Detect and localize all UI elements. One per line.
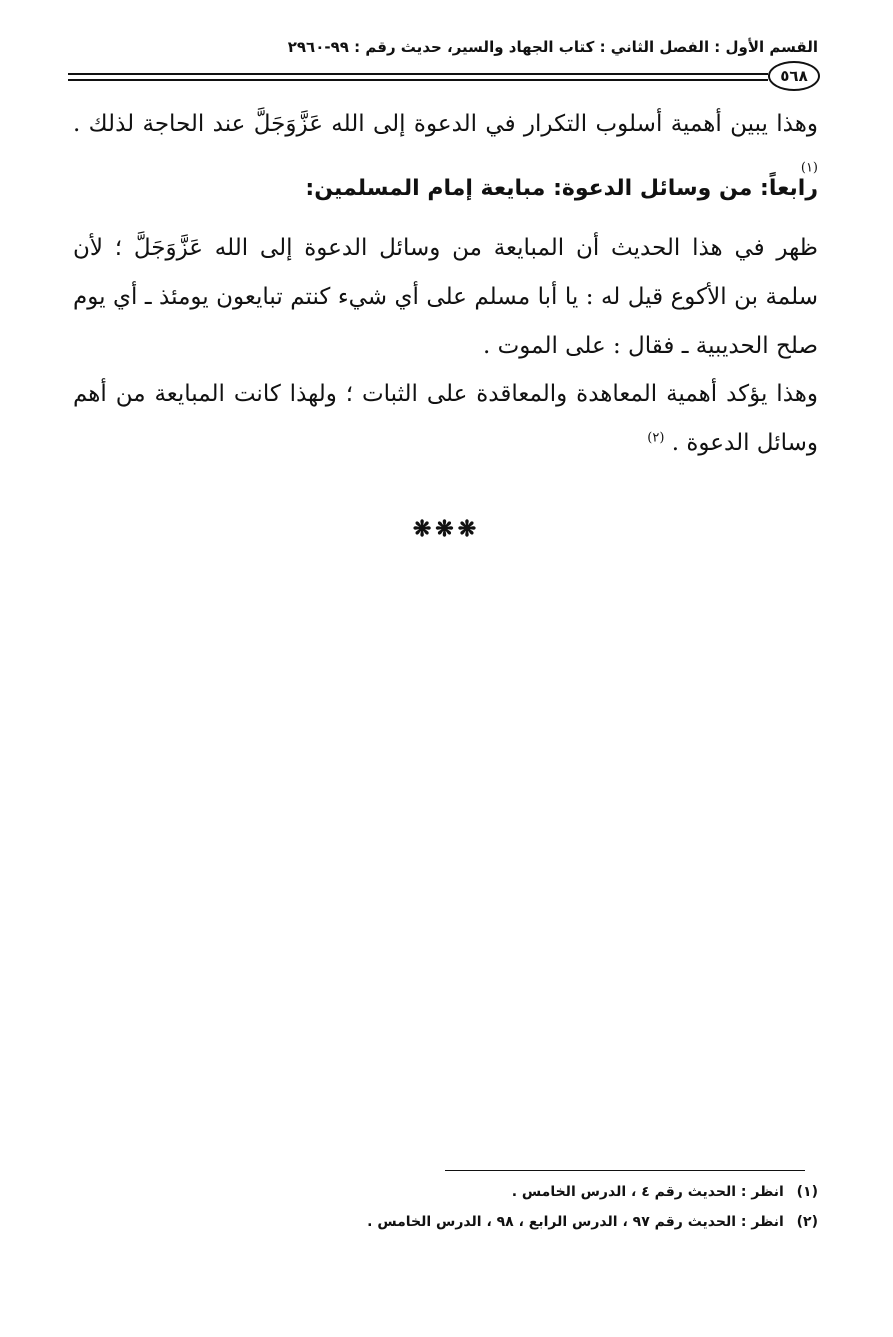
paragraph-3-text: وهذا يؤكد أهمية المعاهدة والمعاقدة على الثبات ؛ ولهذا كانت المبايعة من أهم وسائل الدعوة . <box>73 381 818 456</box>
footnote-rule <box>445 1170 805 1171</box>
paragraph-1-text: وهذا يبين أهمية أسلوب التكرار في الدعوة إلى الله عَزَّوَجَلَّ عند الحاجة لذلك . <box>73 111 818 137</box>
paragraph-2 <box>73 224 818 371</box>
footnote-1-number: (١) <box>796 1184 818 1200</box>
footnote-1-text: انظر : الحديث رقم ٤ ، الدرس الخامس . <box>511 1184 784 1200</box>
footnote-ref-2: (٢) <box>647 430 665 446</box>
footnote-2 <box>73 1214 818 1230</box>
section-heading: رابعاً: من وسائل الدعوة: مبايعة إمام المسلمين: <box>305 176 818 201</box>
page-number: ٥٦٨ <box>768 61 820 91</box>
header-rule-top <box>68 73 768 75</box>
footnote-2-number: (٢) <box>796 1214 818 1230</box>
footnote-2-text: انظر : الحديث رقم ٩٧ ، الدرس الرابع ، ٩٨ ، الدرس الخامس . <box>367 1214 784 1230</box>
footnote-ref-1: (١) <box>800 160 818 176</box>
paragraph-2-text: ظهر في هذا الحديث أن المبايعة من وسائل الدعوة إلى الله عَزَّوَجَلَّ ؛ لأن سلمة بن الأكوع قيل له : يا أبا مسلم على أي شيء كنتم تبايعون يومئذ ـ أي يوم صلح الحديبية ـ فقال : على الموت . <box>73 235 818 359</box>
paragraph-3 <box>73 370 818 468</box>
running-header: القسم الأول : الفصل الثاني : كتاب الجهاد والسير، حديث رقم : ٩٩-٢٩٦٠ <box>287 38 818 56</box>
section-separator: ❋❋❋ <box>412 516 481 542</box>
footnote-1 <box>73 1184 818 1200</box>
header-rule-bottom <box>68 79 768 81</box>
